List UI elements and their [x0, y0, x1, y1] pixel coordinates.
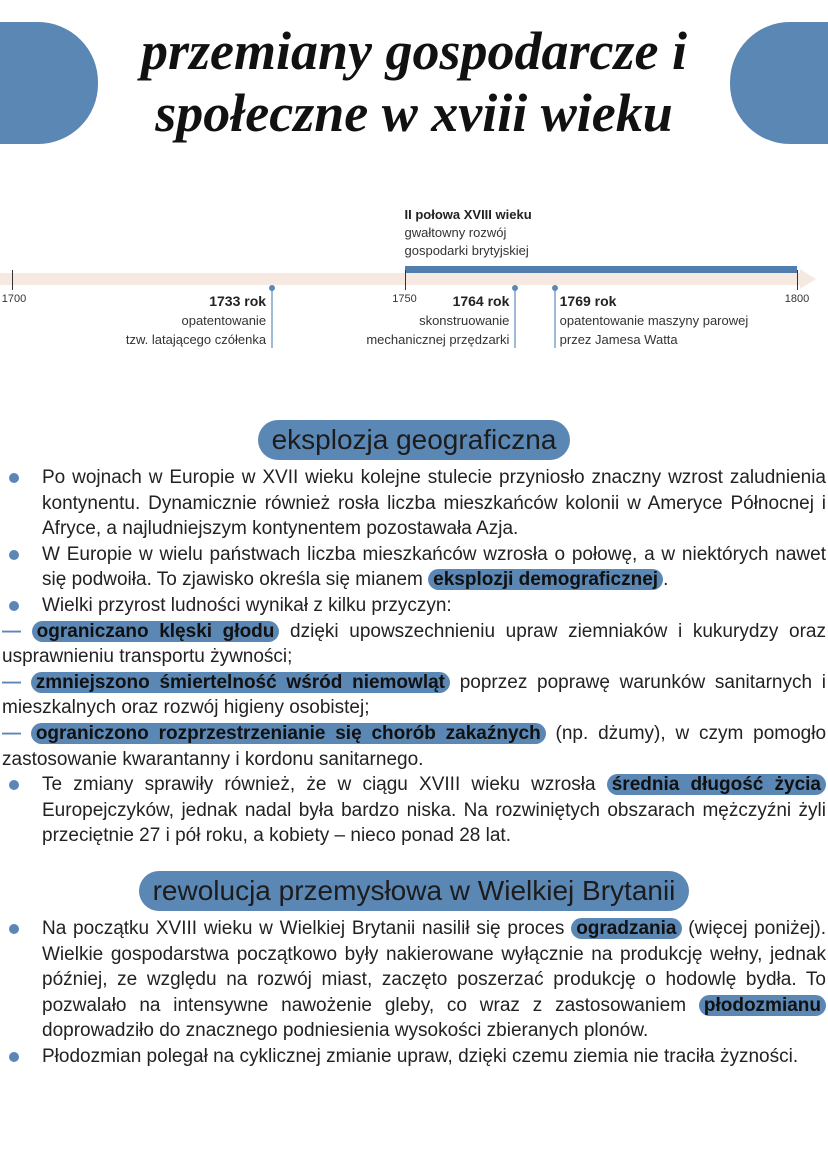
text-segment: poprzez poprawę warunków sanitarnych i mieszkalnych oraz rozwój higieny osobistej;: [2, 671, 827, 719]
text-segment: (więcej poniżej). Wielkie gospodarstwa początkowo były nakierowane wyłącznie na produkcję wełny, jednak później, ze względu na rozwój miast, zaczęto poszerzać produkcję o hodowlę bydła. To pozwalało na intensywne nawożenie gleby, co wraz z zastosowaniem: [42, 917, 827, 1016]
timeline-tick: [797, 270, 798, 290]
content: [0, 420, 828, 1069]
bullet-item: [0, 593, 828, 619]
highlighted-term: ograniczano klęski głodu: [32, 621, 280, 642]
highlighted-term: średnia długość życia: [607, 774, 826, 795]
text-segment: (np. dżumy), w czym pomogło zastosowanie kwarantanny i kordonu sanitarnego.: [2, 722, 827, 770]
highlighted-term: ogradzania: [571, 918, 681, 939]
timeline-year-label: 1800: [784, 293, 810, 305]
timeline-event: [366, 292, 509, 349]
header-decoration-left: [0, 22, 98, 144]
dash-item: [0, 670, 828, 721]
page-title: przemiany gospodarcze i społeczne w xviii wieku: [141, 21, 687, 143]
timeline-range-label: [405, 206, 532, 260]
section-heading: [0, 871, 828, 911]
section-heading: [0, 420, 828, 460]
range-title: II połowa XVIII wieku: [404, 207, 532, 222]
bullet-item: [0, 465, 828, 542]
range-line: gospodarki brytyjskiej: [404, 243, 529, 258]
dash-marker: —: [2, 722, 21, 744]
section-body: [0, 916, 828, 1070]
text-segment: .: [663, 569, 669, 591]
timeline-year-label: 1700: [1, 293, 27, 305]
event-line1: opatentowanie maszyny parowej: [559, 313, 749, 328]
highlighted-term: eksplozji demograficznej: [428, 569, 663, 590]
timeline-year-label: 1750: [392, 293, 417, 305]
range-line: gwałtowny rozwój: [404, 225, 507, 240]
event-line2: przez Jamesa Watta: [559, 332, 678, 347]
event-line1: skonstruowanie: [419, 313, 510, 328]
bullet-item: [0, 542, 828, 593]
header-decoration-right: [730, 22, 828, 144]
text-segment: doprowadziło do znacznego podniesienia wysokości zbieranych plonów.: [42, 1020, 649, 1042]
timeline-range-bar: [405, 266, 798, 273]
timeline-event-marker: [271, 288, 273, 348]
event-line2: mechanicznej przędzarki: [366, 332, 510, 347]
event-line1: opatentowanie: [181, 313, 267, 328]
dash-marker: —: [2, 620, 21, 642]
text-segment: Te zmiany sprawiły również, że w ciągu XVIII wieku wzrosła: [42, 774, 607, 796]
text-segment: Po wojnach w Europie w XVII wieku kolejne stulecie przyniosło znaczny wzrost zaludnienia kontynentu. Dynamicznie również rosła liczba mieszkańców kolonii w Ameryce Północnej i Afryce, a najludniejszym kontynentem pozostawała Azja.: [42, 467, 826, 540]
timeline-axis: [0, 273, 800, 285]
highlighted-term: zmniejszono śmiertelność wśród niemowląt: [31, 672, 450, 693]
section-body: [0, 465, 828, 849]
text-segment: dzięki upowszechnieniu upraw ziemniaków i kukurydzy oraz usprawnieniu transportu żywności;: [2, 620, 826, 668]
event-label: 1733 rok: [209, 293, 267, 309]
text-segment: Europejczyków, jednak nadal była bardzo niska. Na rozwiniętych obszarach mężczyźni żyli przeciętnie 27 i pół roku, a kobiety – nieco ponad 28 lat.: [42, 799, 826, 847]
timeline-event: [126, 292, 266, 349]
text-segment: Płodozmian polegał na cyklicznej zmianie upraw, dzięki czemu ziemia nie traciła żyzności.: [42, 1045, 799, 1067]
timeline-event: [560, 292, 749, 349]
section-heading-label: rewolucja przemysłowa w Wielkiej Brytanii: [139, 871, 690, 911]
bullet-item: [0, 772, 828, 849]
timeline: [0, 200, 828, 360]
event-line2: tzw. latającego czółenka: [125, 332, 267, 347]
event-label: 1764 rok: [452, 293, 510, 309]
event-label: 1769 rok: [559, 293, 617, 309]
highlighted-term: płodozmianu: [699, 995, 826, 1016]
timeline-arrow-icon: [800, 269, 816, 289]
dash-item: [0, 721, 828, 772]
timeline-tick: [12, 270, 13, 290]
section-heading-label: eksplozja geograficzna: [258, 420, 571, 460]
text-segment: W Europie w wielu państwach liczba mieszkańców wzrosła o połowę, a w niektórych nawet się podwoiła. To zjawisko określa się mianem: [42, 543, 826, 591]
bullet-item: [0, 916, 828, 1044]
timeline-event-marker: [554, 288, 556, 348]
text-segment: Wielki przyrost ludności wynikał z kilku przyczyn:: [42, 594, 452, 616]
dash-marker: —: [2, 671, 21, 693]
timeline-tick: [405, 270, 406, 290]
highlighted-term: ograniczono rozprzestrzenianie się chorób zakaźnych: [31, 723, 546, 744]
text-segment: Na początku XVIII wieku w Wielkiej Brytanii nasilił się proces: [42, 917, 572, 939]
dash-item: [0, 619, 828, 670]
timeline-event-marker: [514, 288, 516, 348]
bullet-item: [0, 1044, 828, 1070]
